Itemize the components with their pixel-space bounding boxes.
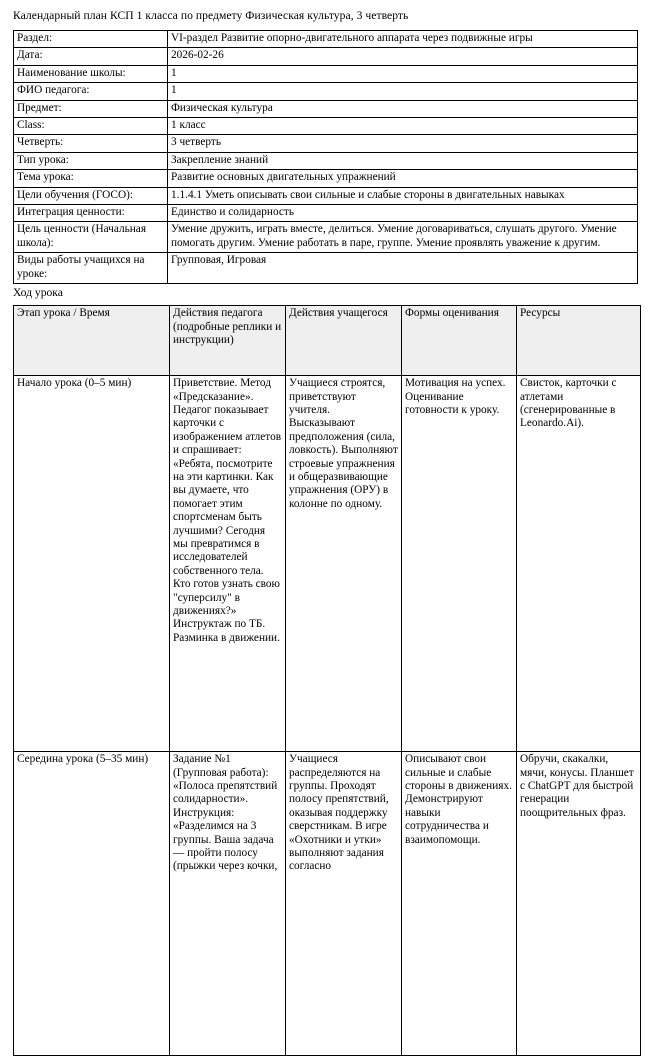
cell-resources: Обручи, скакалки, мячи, конусы. Планшет с ChatGPT для быстрой генерации поощрительных фраз. (517, 752, 641, 1056)
cell-student-actions: Учащиеся распределяются на группы. Проходят полосу препятствий, оказывая поддержку сверстникам. В игре «Охотники и утки» выполняют задания согласно (286, 752, 402, 1056)
table-row (14, 152, 638, 169)
info-label: Class: (14, 118, 168, 135)
info-label: Наименование школы: (14, 65, 168, 82)
table-row (14, 253, 638, 284)
table-row (14, 118, 638, 135)
info-label: Виды работы учащихся на уроке: (14, 253, 168, 284)
cell-assessment: Описывают свои сильные и слабые стороны в движениях. Демонстрируют навыки сотрудничества и взаимопомощи. (402, 752, 517, 1056)
lesson-flow-caption: Ход урока (13, 286, 63, 300)
info-value: Умение дружить, играть вместе, делиться. Умение договариваться, слушать другого. Умение помогать другим. Умение работать в паре, группе. Умение проявлять уважение к другим. (168, 222, 638, 253)
info-label: Цель ценности (Начальная школа): (14, 222, 168, 253)
lesson-info-table (13, 30, 638, 284)
table-row (14, 170, 638, 187)
column-header-stage: Этап урока / Время (14, 306, 170, 376)
column-header-student-actions: Действия учащегося (286, 306, 402, 376)
info-value: 1 (168, 65, 638, 82)
info-value: VI-раздел Развитие опорно-двигательного аппарата через подвижные игры (168, 31, 638, 48)
table-row (14, 187, 638, 204)
info-label: Тип урока: (14, 152, 168, 169)
info-value: Групповая, Игровая (168, 253, 638, 284)
table-row (14, 83, 638, 100)
table-row (14, 135, 638, 152)
table-row (14, 376, 641, 752)
info-value: 1 класс (168, 118, 638, 135)
info-value: Единство и солидарность (168, 205, 638, 222)
info-label: Интеграция ценности: (14, 205, 168, 222)
info-label: Дата: (14, 48, 168, 65)
info-value: 2026-02-26 (168, 48, 638, 65)
info-value: Физическая культура (168, 100, 638, 117)
cell-stage: Середина урока (5–35 мин) (14, 752, 170, 1056)
table-row (14, 205, 638, 222)
info-value: 1 (168, 83, 638, 100)
table-row (14, 65, 638, 82)
info-label: Тема урока: (14, 170, 168, 187)
column-header-assessment: Формы оценивания (402, 306, 517, 376)
cell-resources: Свисток, карточки с атлетами (сгенерированные в Leonardo.Ai). (517, 376, 641, 752)
info-label: Предмет: (14, 100, 168, 117)
table-header-row (14, 306, 641, 376)
column-header-resources: Ресурсы (517, 306, 641, 376)
cell-student-actions: Учащиеся строятся, приветствуют учителя. Высказывают предположения (сила, ловкость). Выполняют строевые упражнения и общеразвивающие упражнения (ОРУ) в колонне по одному. (286, 376, 402, 752)
info-label: Цели обучения (ГОСО): (14, 187, 168, 204)
info-value: 1.1.4.1 Уметь описывать свои сильные и слабые стороны в двигательных навыках (168, 187, 638, 204)
table-row (14, 752, 641, 1056)
info-label: Четверть: (14, 135, 168, 152)
column-header-teacher-actions: Действия педагога (подробные реплики и инструкции) (170, 306, 286, 376)
info-value: Развитие основных двигательных упражнений (168, 170, 638, 187)
cell-teacher-actions: Приветствие. Метод «Предсказание». Педагог показывает карточки с изображением атлетов и спрашивает: «Ребята, посмотрите на эти картинки. Как вы думаете, что помогает этим спортсменам быть лучшими? Сегодня мы превратимся в исследователей собственного тела. Кто готов узнать свою "суперсилу" в движениях?» Инструктаж по ТБ. Разминка в движении. (170, 376, 286, 752)
table-row (14, 222, 638, 253)
cell-assessment: Мотивация на успех. Оценивание готовности к уроку. (402, 376, 517, 752)
page-title: Календарный план КСП 1 класса по предмету Физическая культура, 3 четверть (13, 9, 409, 22)
info-label: ФИО педагога: (14, 83, 168, 100)
cell-stage: Начало урока (0–5 мин) (14, 376, 170, 752)
lesson-flow-table (13, 305, 641, 1056)
table-row (14, 31, 638, 48)
info-value: Закрепление знаний (168, 152, 638, 169)
info-value: 3 четверть (168, 135, 638, 152)
cell-teacher-actions: Задание №1 (Групповая работа): «Полоса препятствий солидарности». Инструкция: «Разделимся на 3 группы. Ваша задача — пройти полосу (прыжки через кочки, (170, 752, 286, 1056)
info-label: Раздел: (14, 31, 168, 48)
table-row (14, 48, 638, 65)
table-row (14, 100, 638, 117)
